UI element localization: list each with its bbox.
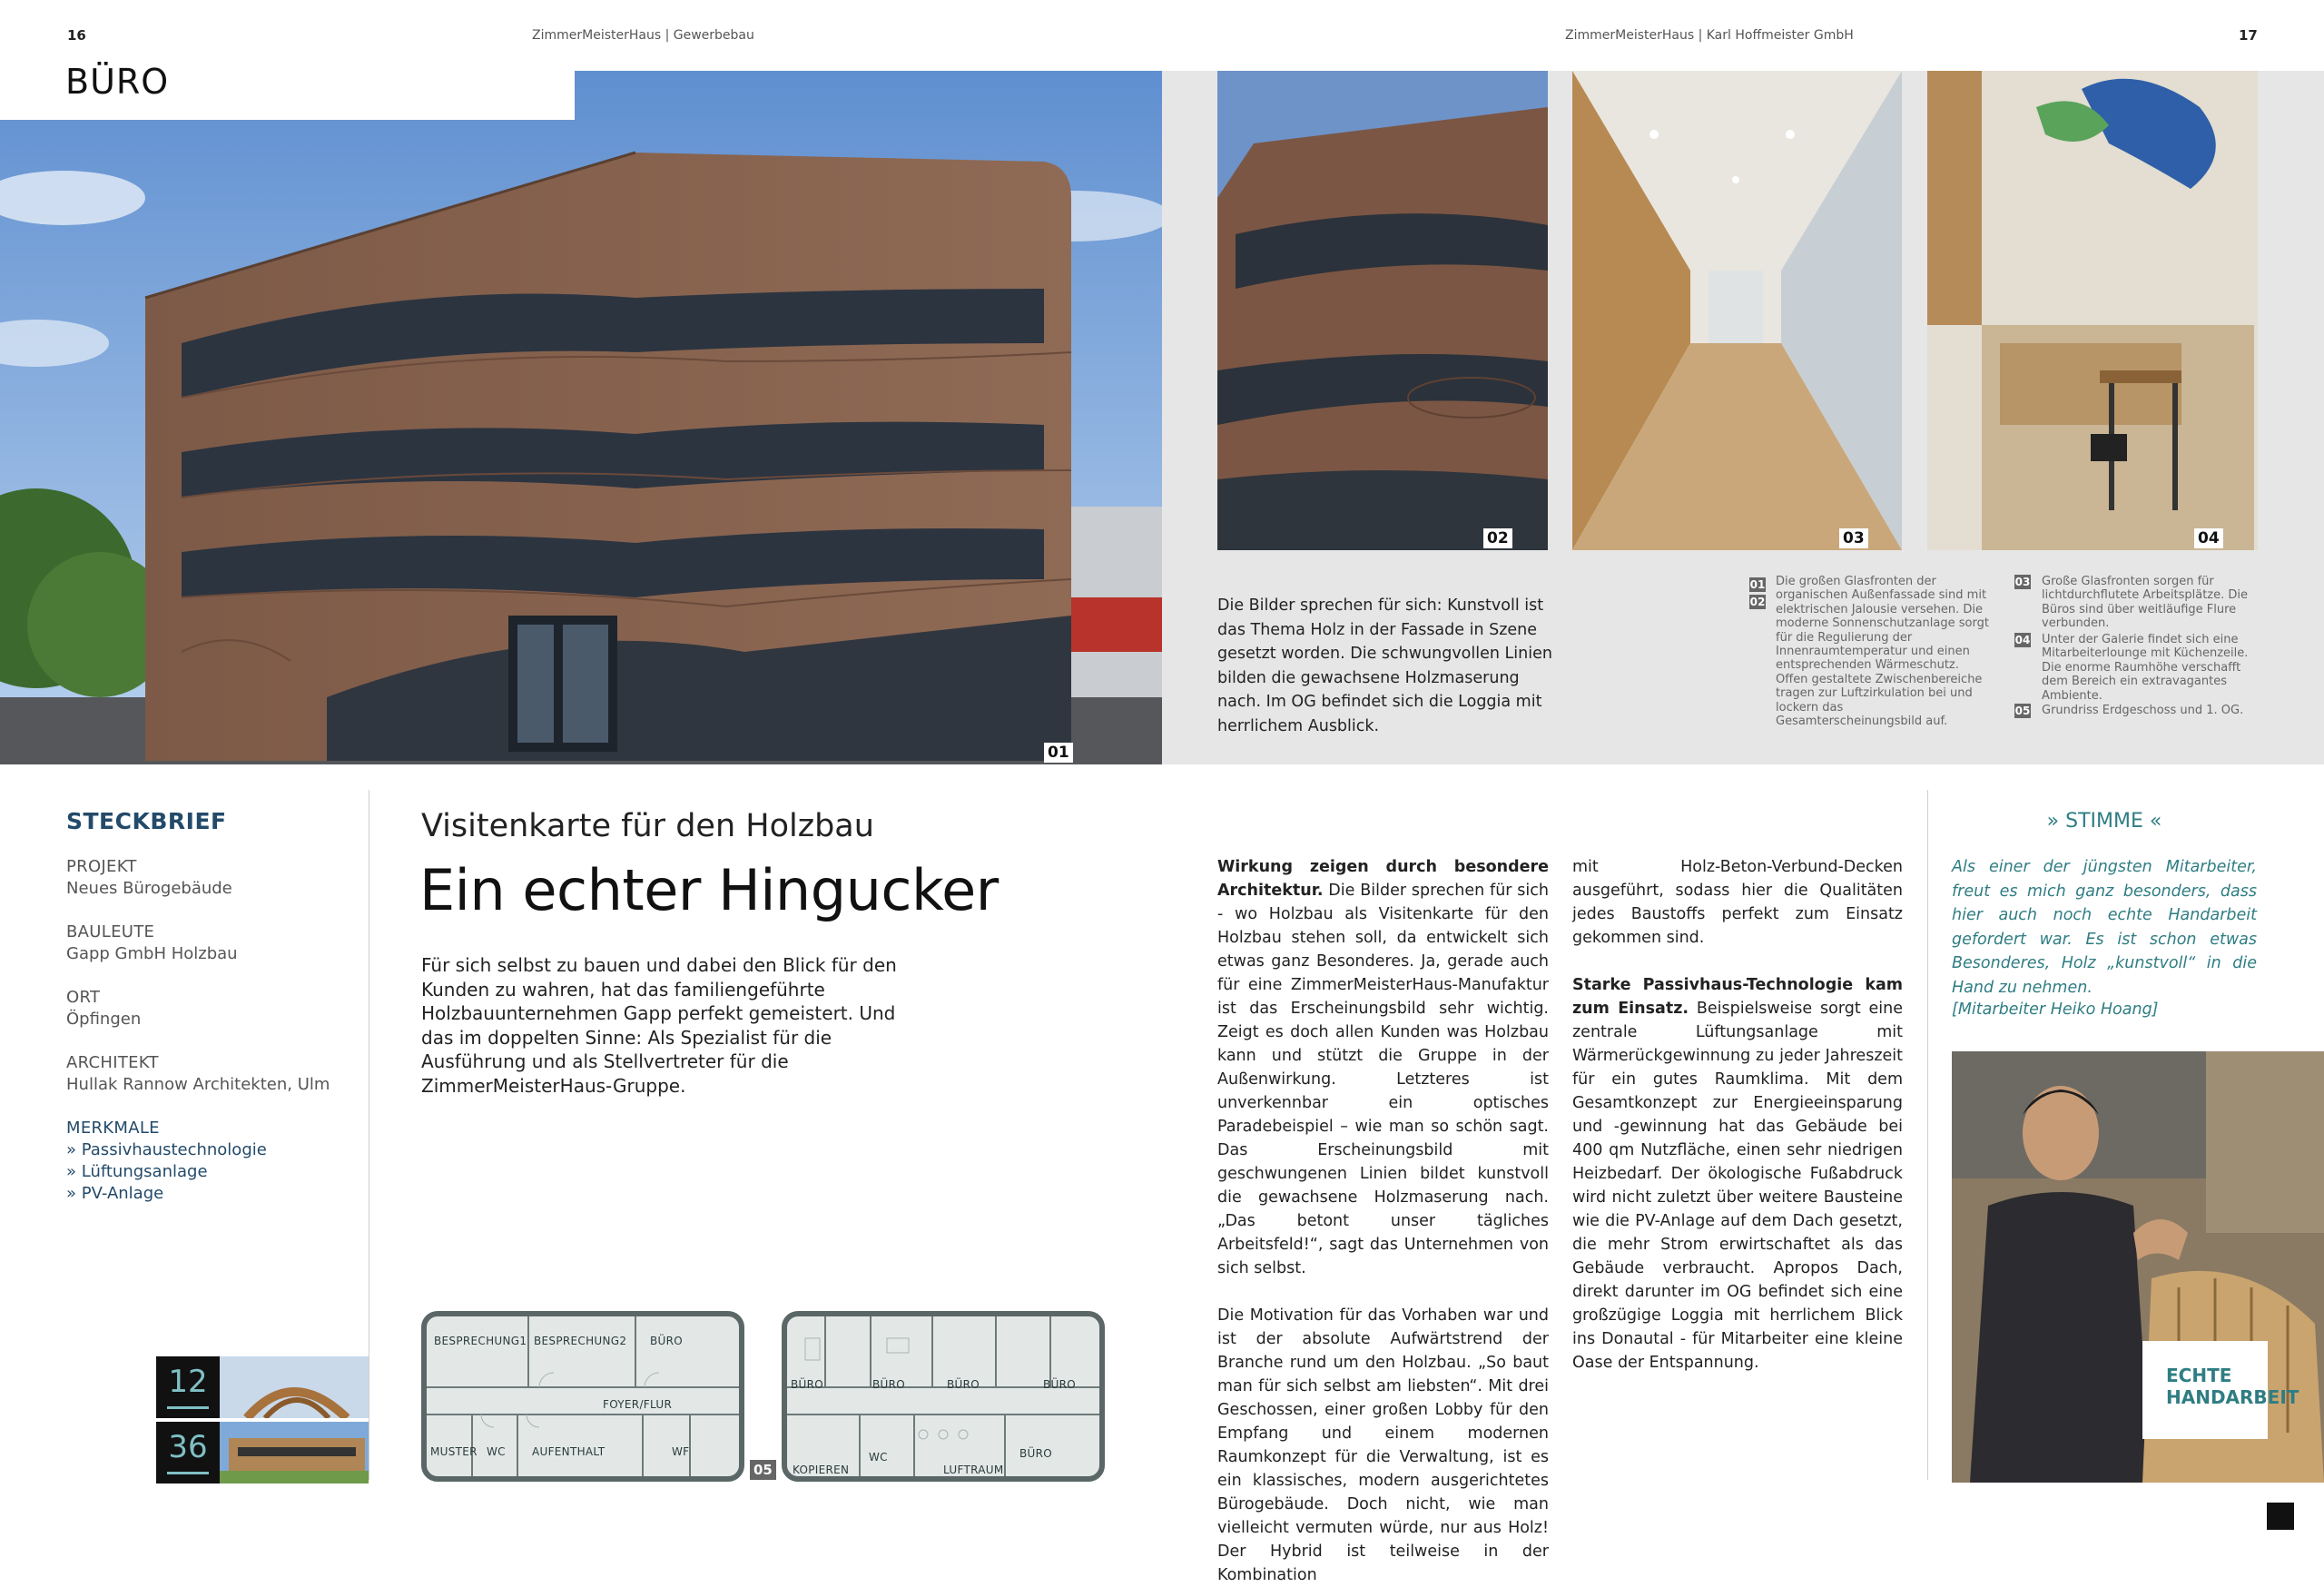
steckbrief-list	[66, 857, 357, 1203]
room-label: WC	[487, 1445, 506, 1458]
room-label: BÜRO	[1043, 1378, 1076, 1391]
stimme-title: » STIMME «	[2046, 810, 2162, 833]
column-divider-right	[1927, 790, 1928, 1480]
room-label: AUFENTHALT	[532, 1445, 606, 1458]
caption-num: 01	[1749, 578, 1766, 591]
image-tag-03: 03	[1839, 528, 1868, 548]
floorplan-upper-floor	[782, 1311, 1105, 1482]
running-header-right: ZimmerMeisterHaus | Karl Hoffmeister GmbH	[1565, 28, 1854, 43]
projekt-value: Neues Bürogebäude	[66, 879, 232, 898]
photo-corridor	[1572, 71, 1902, 550]
image-tag-04: 04	[2194, 528, 2223, 548]
room-label: WF	[672, 1445, 690, 1458]
room-label: BÜRO	[947, 1378, 980, 1391]
paragraph-text: Beispielsweise sorgt eine zentrale Lüftungsanlage mit Wärmerückgewinnung zu jeder Jahreszeit für ein gutes Raumklima. Mit dem Gesamtkonzept zur Energieeinsparung und -gewinnung hat das Gebäude bei 400 qm Nutzfläche, einen sehr niedrigen Heizbedarf. Der ökologische Fußabdruck wird nicht zuletzt über weitere Bausteine wie die PV-Anlage auf dem Dach gesetzt, die mehr Strom erwirtschaftet als das Gebäude verbraucht. Apropos Dach, direkt darunter im OG befindet sich eine großzügige Loggia mit herrlichem Blick ins Donautal - für Mitarbeiter eine kleine Oase der Entspannung.	[1572, 1000, 1904, 1372]
bauleute-value: Gapp GmbH Holzbau	[66, 944, 238, 963]
room-label: LUFTRAUM	[943, 1464, 1004, 1476]
ort-label: ORT	[66, 988, 101, 1007]
merkmal-item[interactable]: » Lüftungsanlage	[66, 1162, 208, 1181]
photo-lounge	[1927, 71, 2258, 550]
running-header-left: ZimmerMeisterHaus | Gewerbebau	[532, 28, 754, 43]
room-label: FOYER/FLUR	[603, 1398, 673, 1411]
merkmal-item[interactable]: » Passivhaustechnologie	[66, 1140, 267, 1159]
stimme-quote: Als einer der jüngsten Mitarbeiter, freut es mich ganz besonders, dass hier auch noch echte Handarbeit gefordert war. Es ist schon etwas Besonderes, Holz „kunstvoll“ in die Hand zu nehmen.	[1952, 858, 2257, 997]
merkmale-label: MERKMALE	[66, 1119, 160, 1138]
page-number-right: 17	[2239, 27, 2258, 44]
stimme-author: [Mitarbeiter Heiko Hoang]	[1952, 1000, 2159, 1019]
hero-photo-building	[0, 71, 1162, 764]
gallery-caption: Die Bilder sprechen für sich: Kunstvoll ist das Thema Holz in der Fassade in Szene gesetzt worden. Die schwungvollen Linien bilden die gewachsene Holzmaserung nach. Im OG befindet sich die Loggia mit herrlichem Ausblick.	[1217, 596, 1552, 735]
thumb-number-box[interactable]	[156, 1422, 220, 1484]
caption-text-03: Große Glasfronten sorgen für lichtdurchflutete Arbeitsplätze. Die Büros sind über weitläufige Flure verbunden.	[2042, 575, 2248, 631]
article-kicker: Visitenkarte für den Holzbau	[421, 808, 874, 844]
caption-nums-01-02	[1749, 575, 1768, 609]
related-thumbnails	[156, 1356, 369, 1484]
paragraph	[1217, 855, 1549, 1280]
architekt-label: ARCHITEKT	[66, 1053, 159, 1072]
article-column-1	[1217, 855, 1549, 1587]
room-label: BÜRO	[1019, 1447, 1052, 1460]
thumb-underline	[167, 1472, 209, 1474]
caption-text-05: Grundriss Erdgeschoss und 1. OG.	[2042, 704, 2244, 717]
image-tag-02: 02	[1483, 528, 1512, 548]
end-marker	[2267, 1503, 2294, 1530]
paragraph: Die Motivation für das Vorhaben war und ist der absolute Aufwärtstrend der Branche rund um den Holzbau. „So baut man für sich selbst am liebsten“. Mit drei Geschossen, einer großen Lobby für den Empfang und einem modernen Raumkonzept für die Verwaltung, ist es ein klassisches, modern ausgerichtetes Bürogebäude. Doch nicht, wie man vielleicht vermuten würde, nur aus Holz! Der Hybrid ist teilweise in der Kombination	[1217, 1306, 1549, 1584]
room-label: BESPRECHUNG2	[534, 1335, 627, 1347]
bauleute-label: BAULEUTE	[66, 922, 155, 941]
steckbrief-title: STECKBRIEF	[66, 808, 227, 834]
article-lead: Für sich selbst zu bauen und dabei den Blick für den Kunden zu wahren, hat das familiengeführte Holzbauunternehmen Gapp perfekt gemeistert. Und das im doppelten Sinne: Als Spezialist für die Ausführung und als Stellvertreter für die ZimmerMeisterHaus-Gruppe.	[421, 954, 897, 1097]
handarbeit-badge	[2142, 1341, 2299, 1439]
caption-num: 02	[1749, 596, 1766, 608]
image-tag-01: 01	[1044, 743, 1073, 763]
thumb-photo-house[interactable]	[220, 1422, 369, 1484]
photo-facade-detail	[1217, 71, 1548, 550]
image-tag-05: 05	[750, 1460, 776, 1480]
thumb-underline	[167, 1406, 209, 1409]
article-headline: Ein echter Hingucker	[419, 857, 999, 923]
room-label: KOPIEREN	[793, 1464, 850, 1476]
article-column-2	[1572, 855, 1903, 1375]
section-tag: BÜRO	[65, 62, 170, 102]
thumb-number-box[interactable]	[156, 1356, 220, 1418]
room-label: BÜRO	[650, 1335, 683, 1347]
paragraph-lead-in: Wirkung zeigen durch besondere Architektur.	[1217, 858, 1549, 900]
caption-num-03: 03	[2014, 576, 2031, 588]
paragraph: mit Holz-Beton-Verbund-Decken ausgeführt, sodass hier die Qualitäten jedes Baustoffs perfekt zum Einsatz gekommen sind.	[1572, 858, 1903, 947]
caption-text-01-02: Die großen Glasfronten der organischen Außenfassade sind mit elektrischen Jalousie versehen. Die moderne Sonnenschutzanlage sorgt für die Regulierung der Innenraumtemperatur und einen entsprechenden Wärmeschutz. Offen gestaltete Zwischenbereiche tragen zur Luftzirkulation bei und lockern das Gesamterscheinungsbild auf.	[1776, 575, 1989, 729]
room-label: MUSTER	[430, 1445, 478, 1458]
room-label: BÜRO	[791, 1378, 823, 1391]
room-label: BÜRO	[872, 1378, 905, 1391]
architekt-value: Hullak Rannow Architekten, Ulm	[66, 1075, 330, 1094]
paragraph	[1572, 973, 1903, 1375]
merkmal-item[interactable]: » PV-Anlage	[66, 1184, 164, 1203]
room-label: WC	[869, 1451, 888, 1464]
thumb-number: 36	[168, 1429, 208, 1465]
paragraph-text: Die Bilder sprechen für sich - wo Holzbau als Visitenkarte für den Holzbau stehen soll, da entwickelt sich etwas ganz Besonderes. Ja, gerade auch für eine ZimmerMeisterHaus-Manufaktur ist das Erscheinungsbild sehr wichtig. Zeigt es doch allen Kunden was Holzbau kann und stützt die Gruppe in der Außenwirkung. Letzteres ist unverkennbar ein optisches Paradebeispiel – wie man so schön sagt. Das Erscheinungsbild mit geschwungenen Linien bildet kunstvoll die gewachsene Holzmaserung nach. „Das betont unser tägliches Arbeitsfeld!“, sagt das Unternehmen von sich selbst.	[1217, 882, 1549, 1277]
caption-text-04: Unter der Galerie findet sich eine Mitarbeiterlounge mit Küchenzeile. Die enorme Raumhöhe verschafft dem Bereich ein extravagantes Ambiente.	[2042, 633, 2249, 703]
caption-num-04: 04	[2014, 634, 2031, 646]
page-number-left: 16	[67, 27, 86, 44]
floorplan-ground-floor	[421, 1311, 744, 1482]
ort-value: Öpfingen	[66, 1010, 142, 1029]
projekt-label: PROJEKT	[66, 857, 137, 876]
badge-line-2: HANDARBEIT	[2166, 1386, 2299, 1408]
room-label: BESPRECHUNG1	[434, 1335, 527, 1347]
caption-num-05: 05	[2014, 705, 2031, 717]
paragraph-lead-in: Starke Passivhaus-Technologie kam zum Einsatz.	[1572, 976, 1903, 1018]
photo-craftsman	[1952, 1051, 2324, 1483]
thumb-number: 12	[168, 1364, 208, 1400]
badge-line-1: ECHTE	[2166, 1365, 2232, 1386]
thumb-photo-pavilion[interactable]	[220, 1356, 369, 1418]
